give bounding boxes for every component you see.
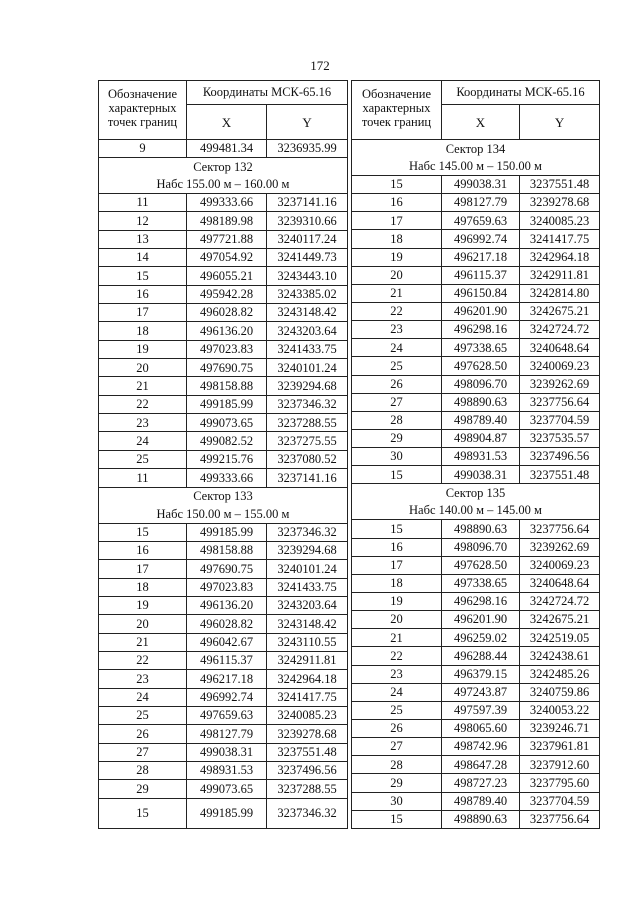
- x-coordinate: 496217.18: [187, 670, 267, 688]
- designation-header: Обозначение характерных точек границ: [99, 81, 187, 140]
- y-coordinate: 3242724.72: [520, 592, 600, 610]
- point-number: 29: [352, 774, 442, 792]
- x-header: X: [442, 105, 520, 140]
- table-row: [99, 285, 348, 303]
- point-number: 13: [99, 230, 187, 248]
- y-coordinate: 3243148.42: [267, 304, 348, 322]
- x-coordinate: 498890.63: [442, 810, 520, 828]
- x-coordinate: 497023.83: [187, 578, 267, 596]
- x-coordinate: 496379.15: [442, 665, 520, 683]
- point-number: 20: [99, 359, 187, 377]
- point-number: 24: [99, 432, 187, 450]
- x-coordinate: 498742.96: [442, 738, 520, 756]
- y-coordinate: 3239262.69: [520, 538, 600, 556]
- point-number: 29: [99, 780, 187, 798]
- designation-header: Обозначение характерных точек границ: [352, 81, 442, 140]
- point-number: 24: [352, 339, 442, 357]
- table-row: [99, 761, 348, 779]
- point-number: 25: [99, 450, 187, 468]
- sector-title: Сектор 134: [352, 140, 600, 158]
- x-coordinate: 498890.63: [442, 393, 520, 411]
- y-coordinate: 3240085.23: [520, 212, 600, 230]
- y-coordinate: 3240101.24: [267, 359, 348, 377]
- point-number: 21: [99, 377, 187, 395]
- y-coordinate: 3240101.24: [267, 560, 348, 578]
- point-number: 17: [99, 304, 187, 322]
- sector-height-range: Набс 145.00 м – 150.00 м: [352, 158, 600, 176]
- point-number: 18: [352, 574, 442, 592]
- sector-title-row: [352, 140, 600, 158]
- x-coordinate: 497628.50: [442, 556, 520, 574]
- y-coordinate: 3239310.66: [267, 212, 348, 230]
- page-number: 172: [310, 58, 330, 73]
- point-number: 25: [99, 706, 187, 724]
- table-row: [352, 321, 600, 339]
- y-coordinate: 3239246.71: [520, 719, 600, 737]
- point-number: 15: [99, 267, 187, 285]
- x-coordinate: 496992.74: [442, 230, 520, 248]
- y-coordinate: 3237704.59: [520, 792, 600, 810]
- y-coordinate: 3237288.55: [267, 414, 348, 432]
- x-coordinate: 498789.40: [442, 792, 520, 810]
- x-coordinate: 499073.65: [187, 414, 267, 432]
- table-row: [99, 414, 348, 432]
- table-row: [352, 411, 600, 429]
- y-coordinate: 3239278.68: [520, 194, 600, 212]
- sector-height-row: [99, 505, 348, 523]
- y-coordinate: 3240069.23: [520, 556, 600, 574]
- table-row: [352, 647, 600, 665]
- x-coordinate: 496201.90: [442, 302, 520, 320]
- point-number: 20: [352, 266, 442, 284]
- table-row: [352, 810, 600, 828]
- table-row: [352, 266, 600, 284]
- x-coordinate: 497054.92: [187, 249, 267, 267]
- table-row: [352, 393, 600, 411]
- sector-height-range: Набс 140.00 м – 145.00 м: [352, 502, 600, 520]
- point-number: 28: [352, 411, 442, 429]
- y-coordinate: 3242675.21: [520, 611, 600, 629]
- y-coordinate: 3241433.75: [267, 578, 348, 596]
- point-number: 24: [352, 683, 442, 701]
- x-coordinate: 496042.67: [187, 633, 267, 651]
- table-row: [99, 140, 348, 158]
- table-row: [99, 359, 348, 377]
- point-number: 23: [352, 665, 442, 683]
- y-coordinate: 3237346.32: [267, 523, 348, 541]
- point-number: 15: [352, 176, 442, 194]
- y-coordinate: 3237346.32: [267, 798, 348, 828]
- table-row: [352, 302, 600, 320]
- x-coordinate: 496298.16: [442, 321, 520, 339]
- table-row: [352, 176, 600, 194]
- point-number: 30: [352, 448, 442, 466]
- sector-title: Сектор 132: [99, 158, 348, 176]
- y-coordinate: 3243203.64: [267, 322, 348, 340]
- y-coordinate: 3237551.48: [520, 466, 600, 484]
- x-coordinate: 496992.74: [187, 688, 267, 706]
- y-coordinate: 3242485.26: [520, 665, 600, 683]
- x-coordinate: 496055.21: [187, 267, 267, 285]
- y-coordinate: 3243203.64: [267, 596, 348, 614]
- y-coordinate: 3237496.56: [267, 761, 348, 779]
- x-coordinate: 496115.37: [442, 266, 520, 284]
- y-coordinate: 3242964.18: [520, 248, 600, 266]
- table-row: [352, 284, 600, 302]
- x-coordinate: 499333.66: [187, 469, 267, 487]
- point-number: 22: [99, 395, 187, 413]
- y-coordinate: 3243148.42: [267, 615, 348, 633]
- point-number: 27: [352, 738, 442, 756]
- table-row: [99, 450, 348, 468]
- y-coordinate: 3237346.32: [267, 395, 348, 413]
- table-row: [99, 469, 348, 487]
- point-number: 23: [352, 321, 442, 339]
- y-coordinate: 3239262.69: [520, 375, 600, 393]
- point-number: 26: [352, 375, 442, 393]
- left-coordinates-table: [98, 80, 348, 829]
- x-header: X: [187, 105, 267, 140]
- y-header: Y: [267, 105, 348, 140]
- table-row: [352, 574, 600, 592]
- point-number: 16: [352, 194, 442, 212]
- table-row: [352, 738, 600, 756]
- y-coordinate: 3242911.81: [267, 651, 348, 669]
- x-coordinate: 498789.40: [442, 411, 520, 429]
- point-number: 15: [352, 466, 442, 484]
- table-row: [99, 706, 348, 724]
- y-coordinate: 3237275.55: [267, 432, 348, 450]
- point-number: 20: [352, 611, 442, 629]
- x-coordinate: 497690.75: [187, 359, 267, 377]
- y-coordinate: 3237288.55: [267, 780, 348, 798]
- point-number: 15: [99, 798, 187, 828]
- point-number: 19: [352, 592, 442, 610]
- point-number: 26: [352, 719, 442, 737]
- sector-height-range: Набс 150.00 м – 155.00 м: [99, 505, 348, 523]
- point-number: 15: [352, 810, 442, 828]
- y-coordinate: 3242964.18: [267, 670, 348, 688]
- table-row: [99, 267, 348, 285]
- y-coordinate: 3240648.64: [520, 339, 600, 357]
- y-coordinate: 3237551.48: [520, 176, 600, 194]
- point-number: 9: [99, 140, 187, 158]
- y-coordinate: 3242438.61: [520, 647, 600, 665]
- table-row: [352, 448, 600, 466]
- y-coordinate: 3237756.64: [520, 393, 600, 411]
- y-coordinate: 3242911.81: [520, 266, 600, 284]
- y-coordinate: 3243385.02: [267, 285, 348, 303]
- y-coordinate: 3242814.80: [520, 284, 600, 302]
- x-coordinate: 499215.76: [187, 450, 267, 468]
- x-coordinate: 499038.31: [187, 743, 267, 761]
- x-coordinate: 499185.99: [187, 395, 267, 413]
- point-number: 21: [99, 633, 187, 651]
- table-row: [99, 578, 348, 596]
- table-row: [352, 774, 600, 792]
- point-number: 27: [352, 393, 442, 411]
- point-number: 11: [99, 194, 187, 212]
- x-coordinate: 498727.23: [442, 774, 520, 792]
- table-row: [99, 377, 348, 395]
- sector-title: Сектор 135: [352, 484, 600, 502]
- point-number: 26: [99, 725, 187, 743]
- x-coordinate: 499481.34: [187, 140, 267, 158]
- x-coordinate: 497690.75: [187, 560, 267, 578]
- right-coordinates-table: [351, 80, 600, 829]
- x-coordinate: 498904.87: [442, 429, 520, 447]
- table-row: [99, 523, 348, 541]
- table-row: [99, 322, 348, 340]
- point-number: 27: [99, 743, 187, 761]
- x-coordinate: 496201.90: [442, 611, 520, 629]
- x-coordinate: 498931.53: [442, 448, 520, 466]
- x-coordinate: 498890.63: [442, 520, 520, 538]
- y-coordinate: 3237704.59: [520, 411, 600, 429]
- y-coordinate: 3239294.68: [267, 377, 348, 395]
- table-row: [99, 596, 348, 614]
- point-number: 15: [99, 523, 187, 541]
- table-row: [99, 633, 348, 651]
- table-row: [99, 688, 348, 706]
- sector-height-row: [99, 176, 348, 194]
- point-number: 23: [99, 670, 187, 688]
- table-row: [99, 798, 348, 828]
- table-row: [352, 592, 600, 610]
- table-row: [352, 756, 600, 774]
- x-coordinate: 496298.16: [442, 592, 520, 610]
- sector-height-row: [352, 502, 600, 520]
- coordinates-header: Координаты МСК-65.16: [442, 81, 600, 105]
- y-coordinate: 3241433.75: [267, 340, 348, 358]
- point-number: 12: [99, 212, 187, 230]
- table-row: [99, 743, 348, 761]
- table-row: [99, 725, 348, 743]
- coordinates-header: Координаты МСК-65.16: [187, 81, 348, 105]
- y-coordinate: 3242519.05: [520, 629, 600, 647]
- x-coordinate: 496136.20: [187, 596, 267, 614]
- x-coordinate: 499082.52: [187, 432, 267, 450]
- y-coordinate: 3237912.60: [520, 756, 600, 774]
- x-coordinate: 498158.88: [187, 377, 267, 395]
- x-coordinate: 497338.65: [442, 339, 520, 357]
- sector-height-row: [352, 158, 600, 176]
- x-coordinate: 496115.37: [187, 651, 267, 669]
- table-row: [352, 538, 600, 556]
- x-coordinate: 497721.88: [187, 230, 267, 248]
- x-coordinate: 496028.82: [187, 615, 267, 633]
- x-coordinate: 499333.66: [187, 194, 267, 212]
- x-coordinate: 499185.99: [187, 798, 267, 828]
- table-row: [99, 212, 348, 230]
- y-coordinate: 3242724.72: [520, 321, 600, 339]
- y-coordinate: 3242675.21: [520, 302, 600, 320]
- table-row: [352, 194, 600, 212]
- table-row: [99, 230, 348, 248]
- y-coordinate: 3237961.81: [520, 738, 600, 756]
- table-row: [352, 556, 600, 574]
- point-number: 17: [352, 556, 442, 574]
- x-coordinate: 498096.70: [442, 375, 520, 393]
- y-coordinate: 3240069.23: [520, 357, 600, 375]
- table-row: [99, 651, 348, 669]
- y-coordinate: 3237795.60: [520, 774, 600, 792]
- y-coordinate: 3241417.75: [267, 688, 348, 706]
- x-coordinate: 498127.79: [187, 725, 267, 743]
- x-coordinate: 497659.63: [442, 212, 520, 230]
- table-row: [352, 665, 600, 683]
- x-coordinate: 497023.83: [187, 340, 267, 358]
- point-number: 17: [352, 212, 442, 230]
- table-row: [99, 560, 348, 578]
- point-number: 19: [99, 340, 187, 358]
- table-row: [99, 541, 348, 559]
- y-coordinate: 3240648.64: [520, 574, 600, 592]
- point-number: 15: [352, 520, 442, 538]
- y-coordinate: 3240053.22: [520, 701, 600, 719]
- x-coordinate: 497597.39: [442, 701, 520, 719]
- table-row: [99, 249, 348, 267]
- y-coordinate: 3237756.64: [520, 520, 600, 538]
- x-coordinate: 497628.50: [442, 357, 520, 375]
- point-number: 28: [99, 761, 187, 779]
- table-row: [352, 683, 600, 701]
- table-row: [99, 194, 348, 212]
- point-number: 18: [352, 230, 442, 248]
- x-coordinate: 495942.28: [187, 285, 267, 303]
- point-number: 14: [99, 249, 187, 267]
- x-coordinate: 498065.60: [442, 719, 520, 737]
- x-coordinate: 498096.70: [442, 538, 520, 556]
- y-coordinate: 3241449.73: [267, 249, 348, 267]
- sector-title-row: [352, 484, 600, 502]
- point-number: 16: [99, 541, 187, 559]
- x-coordinate: 499038.31: [442, 176, 520, 194]
- x-coordinate: 496288.44: [442, 647, 520, 665]
- y-coordinate: 3240085.23: [267, 706, 348, 724]
- point-number: 18: [99, 322, 187, 340]
- table-row: [352, 339, 600, 357]
- table-row: [352, 611, 600, 629]
- table-row: [352, 701, 600, 719]
- table-row: [99, 432, 348, 450]
- x-coordinate: 499038.31: [442, 466, 520, 484]
- x-coordinate: 496217.18: [442, 248, 520, 266]
- y-coordinate: 3239294.68: [267, 541, 348, 559]
- x-coordinate: 497243.87: [442, 683, 520, 701]
- table-row: [352, 429, 600, 447]
- sector-title-row: [99, 487, 348, 505]
- table-row: [99, 780, 348, 798]
- table-row: [352, 248, 600, 266]
- y-coordinate: 3237141.16: [267, 469, 348, 487]
- x-coordinate: 496028.82: [187, 304, 267, 322]
- point-number: 29: [352, 429, 442, 447]
- point-number: 22: [352, 302, 442, 320]
- table-row: [352, 520, 600, 538]
- y-coordinate: 3239278.68: [267, 725, 348, 743]
- y-coordinate: 3236935.99: [267, 140, 348, 158]
- point-number: 21: [352, 629, 442, 647]
- x-coordinate: 496136.20: [187, 322, 267, 340]
- x-coordinate: 499185.99: [187, 523, 267, 541]
- table-row: [99, 395, 348, 413]
- table-row: [352, 375, 600, 393]
- x-coordinate: 497338.65: [442, 574, 520, 592]
- y-coordinate: 3243110.55: [267, 633, 348, 651]
- y-coordinate: 3240759.86: [520, 683, 600, 701]
- x-coordinate: 498647.28: [442, 756, 520, 774]
- table-row: [352, 629, 600, 647]
- point-number: 25: [352, 701, 442, 719]
- sector-title-row: [99, 158, 348, 176]
- x-coordinate: 498158.88: [187, 541, 267, 559]
- y-coordinate: 3237496.56: [520, 448, 600, 466]
- y-coordinate: 3237756.64: [520, 810, 600, 828]
- sector-title: Сектор 133: [99, 487, 348, 505]
- point-number: 16: [99, 285, 187, 303]
- point-number: 19: [99, 596, 187, 614]
- y-coordinate: 3241417.75: [520, 230, 600, 248]
- y-header: Y: [520, 105, 600, 140]
- y-coordinate: 3237551.48: [267, 743, 348, 761]
- x-coordinate: 496259.02: [442, 629, 520, 647]
- point-number: 16: [352, 538, 442, 556]
- x-coordinate: 497659.63: [187, 706, 267, 724]
- point-number: 28: [352, 756, 442, 774]
- point-number: 23: [99, 414, 187, 432]
- point-number: 11: [99, 469, 187, 487]
- point-number: 22: [352, 647, 442, 665]
- table-row: [352, 230, 600, 248]
- x-coordinate: 498127.79: [442, 194, 520, 212]
- point-number: 25: [352, 357, 442, 375]
- point-number: 24: [99, 688, 187, 706]
- table-row: [352, 357, 600, 375]
- point-number: 21: [352, 284, 442, 302]
- point-number: 17: [99, 560, 187, 578]
- table-row: [99, 670, 348, 688]
- y-coordinate: 3240117.24: [267, 230, 348, 248]
- point-number: 19: [352, 248, 442, 266]
- table-row: [352, 466, 600, 484]
- table-row: [352, 792, 600, 810]
- table-row: [99, 340, 348, 358]
- point-number: 22: [99, 651, 187, 669]
- x-coordinate: 499073.65: [187, 780, 267, 798]
- y-coordinate: 3237080.52: [267, 450, 348, 468]
- table-row: [352, 719, 600, 737]
- x-coordinate: 498931.53: [187, 761, 267, 779]
- point-number: 18: [99, 578, 187, 596]
- point-number: 20: [99, 615, 187, 633]
- sector-height-range: Набс 155.00 м – 160.00 м: [99, 176, 348, 194]
- x-coordinate: 496150.84: [442, 284, 520, 302]
- table-row: [352, 212, 600, 230]
- y-coordinate: 3237141.16: [267, 194, 348, 212]
- x-coordinate: 498189.98: [187, 212, 267, 230]
- point-number: 30: [352, 792, 442, 810]
- y-coordinate: 3243443.10: [267, 267, 348, 285]
- table-row: [99, 615, 348, 633]
- y-coordinate: 3237535.57: [520, 429, 600, 447]
- table-row: [99, 304, 348, 322]
